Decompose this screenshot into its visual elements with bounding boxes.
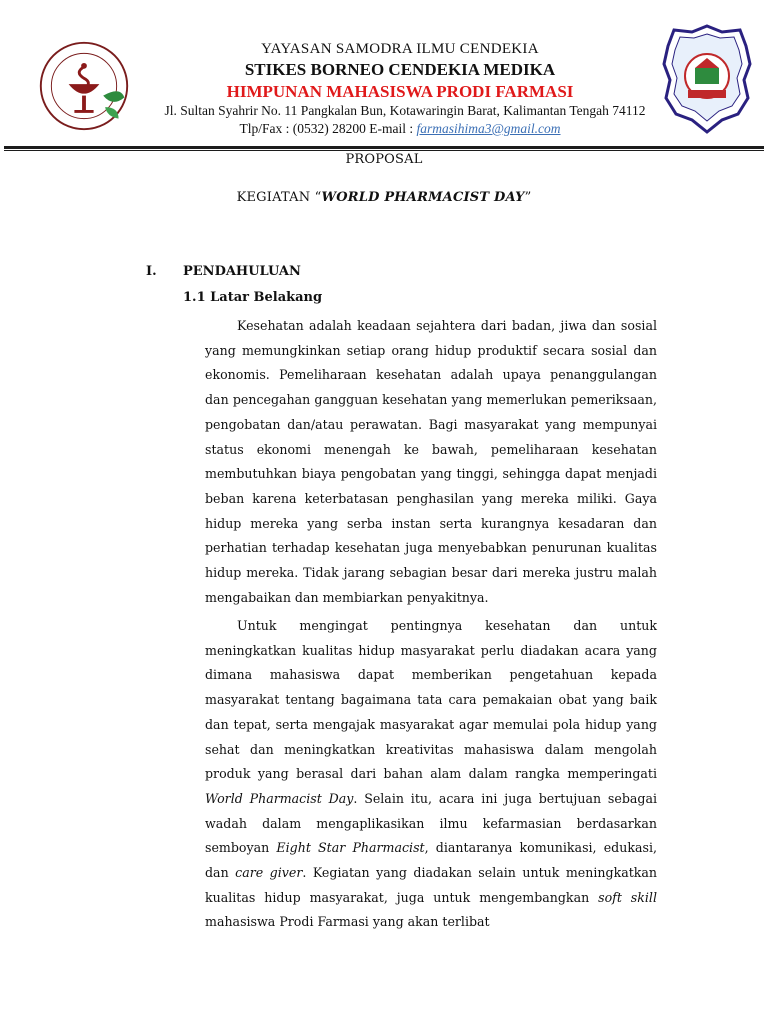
- email-link[interactable]: farmasihima3@gmail.com: [416, 121, 561, 136]
- document-title: PROPOSAL: [345, 152, 423, 167]
- header-rule-thick: [4, 146, 764, 149]
- document-subtitle: KEGIATAN “WORLD PHARMACIST DAY”: [236, 190, 532, 205]
- address: Jl. Sultan Syahrir No. 11 Pangkalan Bun, Kotawaringin Barat, Kalimantan Tengah 74112: [164, 103, 646, 118]
- pharmacy-association-logo: [36, 38, 132, 134]
- letterhead: [0, 0, 768, 150]
- header-rule-thin: [4, 150, 764, 151]
- event-name: WORLD PHARMACIST DAY: [321, 190, 525, 205]
- student-executive-board-logo: [662, 24, 752, 134]
- section-title: PENDAHULUAN: [183, 264, 301, 279]
- letterhead-text: [140, 40, 660, 137]
- contact-line: [140, 120, 660, 137]
- association-name: HIMPUNAN MAHASISWA PRODI FARMASI: [226, 82, 574, 101]
- section-number: I.: [146, 264, 157, 279]
- college-name: STIKES BORNEO CENDEKIA MEDIKA: [244, 60, 556, 79]
- foundation-name: YAYASAN SAMODRA ILMU CENDEKIA: [261, 41, 539, 57]
- subsection-title: 1.1 Latar Belakang: [183, 290, 323, 305]
- paragraph-1: Kesehatan adalah keadaan sejahtera dari badan, jiwa dan sosial yang memungkinkan setiap orang hidup produktif secara sosial dan ekonomis. Pemeliharaan kesehatan adalah upaya penanggulangan dan pencegahan gangguan kesehatan yang memerlukan pemeriksaan, pengobatan dan/atau perawatan. Bagi masyarakat yang mempunyai status ekonomi menengah ke bawah, pemeliharaan kesehatan membutuhkan biaya pengobatan yang tinggi, sehingga dapat menjadi beban karena keterbatasan penghasilan yang mereka miliki. Gaya hidup mereka yang serba instan serta kurangnya kesadaran dan perhatian terhadap kesehatan juga menyebabkan penurunan kualitas hidup mereka. Tidak jarang sebagian besar dari mereka justru malah mengabaikan dan membiarkan penyakitnya.: [205, 318, 657, 605]
- paragraph-2: Untuk mengingat pentingnya kesehatan dan untuk meningkatkan kualitas hidup masyarakat perlu diadakan acara yang dimana mahasiswa dapat memberikan pengetahuan kepada masyarakat tentang bagaimana tata cara pemakaian obat yang baik dan tepat, serta mengajak masyarakat agar memulai pola hidup yang sehat dan meningkatkan kreativitas mahasiswa dalam mengolah produk yang berasal dari bahan alam dalam rangka memperingati World Pharmacist Day. Selain itu, acara ini juga bertujuan sebagai wadah dalam mengaplikasikan ilmu kefarmasian berdasarkan semboyan Eight Star Pharmacist, diantaranya komunikasi, edukasi, dan care giver. Kegiatan yang diadakan selain untuk meningkatkan kualitas hidup masyarakat, juga untuk mengembangkan soft skill mahasiswa Prodi Farmasi yang akan terlibat: [205, 618, 658, 930]
- contact-prefix: Tlp/Fax : (0532) 28200 E-mail :: [239, 121, 417, 136]
